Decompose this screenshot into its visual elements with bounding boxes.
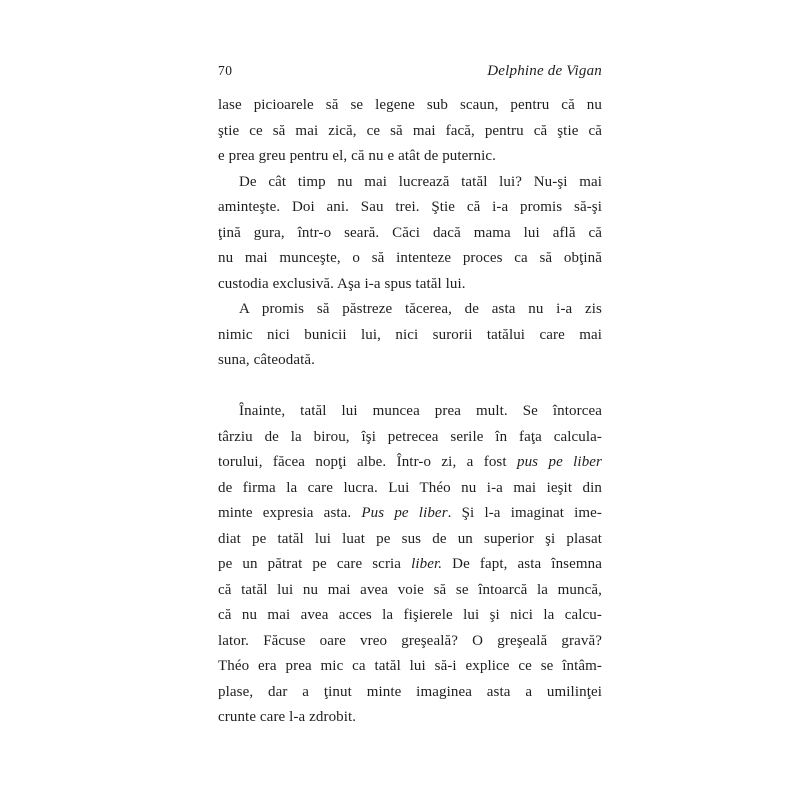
text-block bbox=[218, 93, 602, 731]
text-line: Théo era prea mic ca tatăl lui să-i explice ce se întâm- bbox=[218, 658, 602, 674]
text-line: nimic nici bunicii lui, nici surorii tatălui care mai bbox=[218, 326, 602, 343]
text-line: că nu mai avea acces la fişierele lui şi nici la calcu- bbox=[218, 607, 602, 623]
text-line: lase picioarele să se legene sub scaun, pentru că nu bbox=[218, 97, 602, 113]
running-header bbox=[218, 63, 602, 80]
text-line: târziu de la birou, îşi petrecea serile în faţa calcula- bbox=[218, 428, 602, 445]
text-line: crunte care l-a zdrobit. bbox=[218, 709, 357, 725]
text-line: lator. Făcuse oare vreo greşeală? O greşeală gravă? bbox=[218, 632, 602, 649]
paragraph bbox=[218, 399, 602, 731]
text-line: torului, făcea nopţi albe. Într-o zi, a fost pus pe liber bbox=[218, 454, 602, 470]
text-line: ţină gura, într-o seară. Căci dacă mama lui află că bbox=[218, 224, 602, 241]
text-line: suna, câteodată. bbox=[218, 352, 315, 368]
text-line: A promis să păstreze tăcerea, de asta nu i-a zis bbox=[239, 301, 602, 317]
text-line: e prea greu pentru el, că nu e atât de puternic. bbox=[218, 148, 496, 164]
paragraph bbox=[218, 297, 602, 374]
text-line: De cât timp nu mai lucrează tatăl lui? Nu-şi mai bbox=[239, 173, 602, 190]
text-line: minte expresia asta. Pus pe liber. Şi l-a imaginat ime- bbox=[218, 505, 602, 521]
text-line: custodia exclusivă. Aşa i-a spus tatăl lui. bbox=[218, 275, 466, 292]
text-line: de firma la care lucra. Lui Théo nu i-a mai ieşit din bbox=[218, 479, 602, 496]
text-line: ştie ce să mai zică, ce să mai facă, pentru că ştie că bbox=[218, 122, 602, 139]
text-line: pe un pătrat pe care scria liber. De fapt, asta însemna bbox=[218, 556, 602, 572]
text-line: plase, dar a ţinut minte imaginea asta a umilinţei bbox=[218, 683, 602, 700]
paragraph bbox=[218, 93, 602, 170]
text-line: diat pe tatăl lui luat pe sus de un superior şi plasat bbox=[218, 530, 602, 547]
text-line: că tatăl lui nu mai avea voie să se întoarcă la muncă, bbox=[218, 581, 602, 598]
text-line: nu mai munceşte, o să intenteze proces ca să obţină bbox=[218, 250, 602, 266]
paragraph bbox=[218, 170, 602, 298]
page-number: 70 bbox=[218, 63, 233, 78]
text-line: Înainte, tatăl lui muncea prea mult. Se întorcea bbox=[239, 403, 602, 419]
text-line: aminteşte. Doi ani. Sau trei. Ştie că i-a promis să-şi bbox=[218, 199, 602, 215]
author-name: Delphine de Vigan bbox=[487, 63, 602, 79]
